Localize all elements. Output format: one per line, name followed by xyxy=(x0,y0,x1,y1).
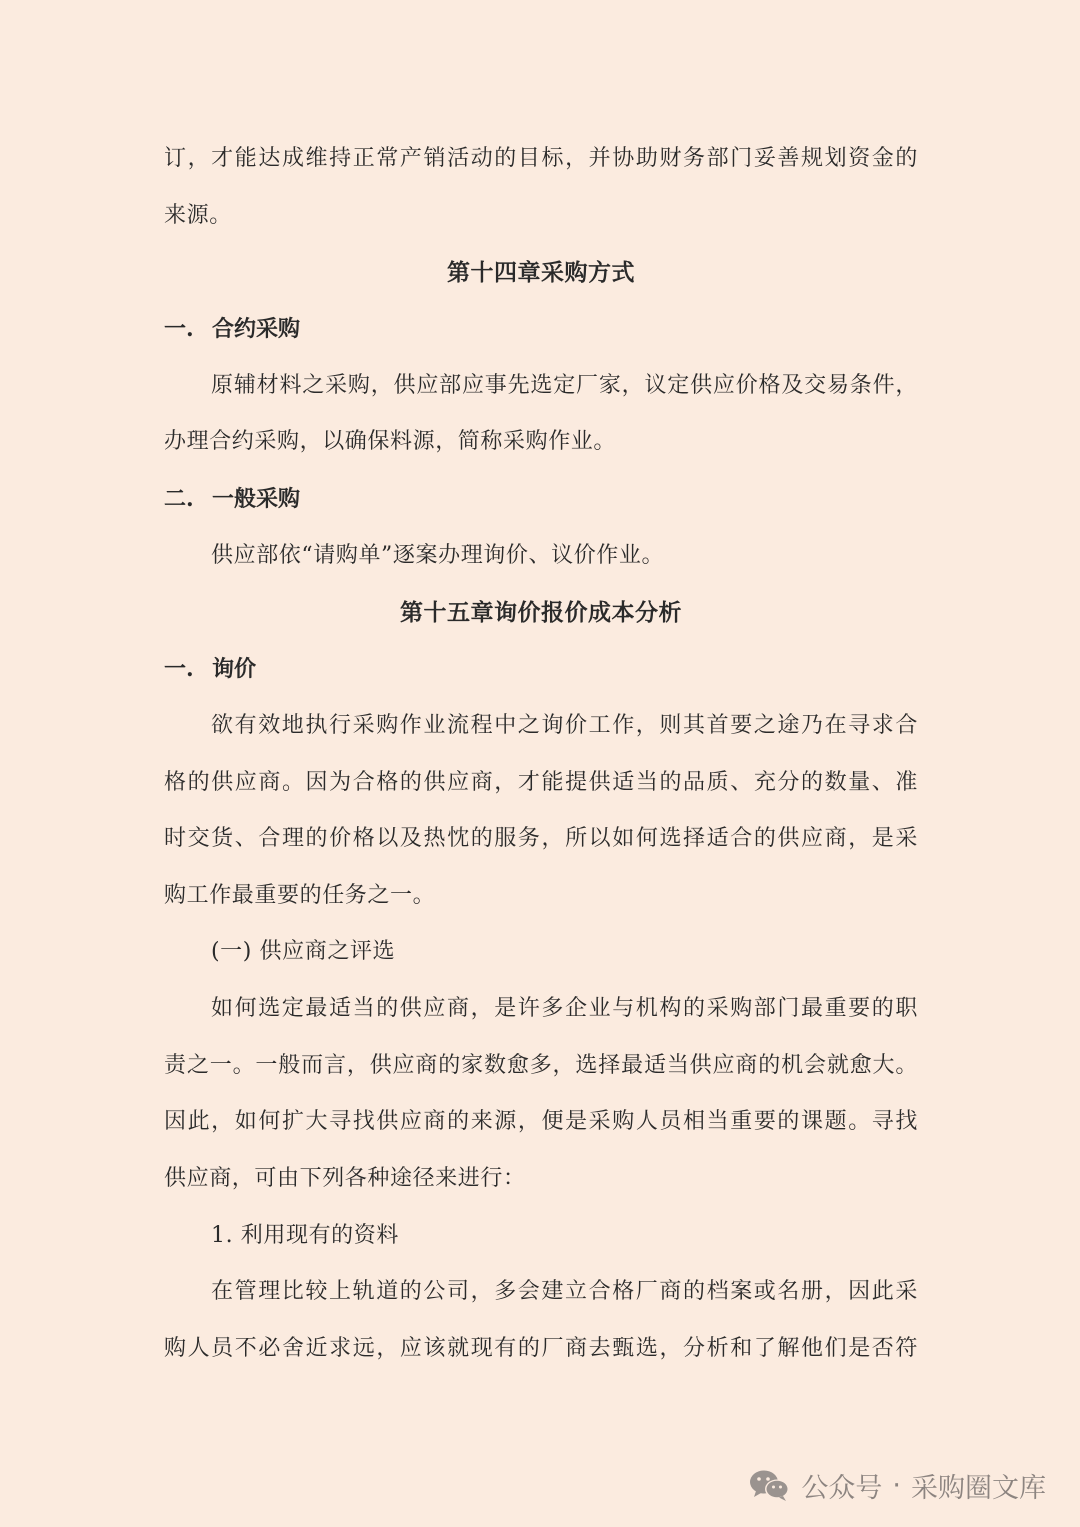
watermark-account: 采购圈文库 xyxy=(911,1472,1046,1504)
section-title: 合约采购 xyxy=(212,316,301,342)
watermark xyxy=(749,1468,1046,1502)
paragraph-line: 时交货、合理的价格以及热忱的服务，所以如何选择适合的供应商，是采 xyxy=(164,826,918,851)
section-number: 一. xyxy=(164,656,194,682)
section-heading xyxy=(164,654,256,684)
list-item: 1. 利用现有的资料 xyxy=(211,1223,399,1248)
list-item: (一) 供应商之评选 xyxy=(211,939,396,964)
paragraph-line: 办理合约采购，以确保料源，简称采购作业。 xyxy=(164,429,617,454)
wechat-icon xyxy=(749,1468,791,1502)
section-heading xyxy=(164,314,300,344)
paragraph-line: 因此，如何扩大寻找供应商的来源，便是采购人员相当重要的课题。寻找 xyxy=(164,1109,918,1134)
section-heading xyxy=(164,484,300,514)
paragraph-line: 如何选定最适当的供应商，是许多企业与机构的采购部门最重要的职 xyxy=(211,996,918,1021)
paragraph-line: 欲有效地执行采购作业流程中之询价工作，则其首要之途乃在寻求合 xyxy=(211,713,918,738)
section-number: 一. xyxy=(164,316,194,342)
section-number: 二. xyxy=(164,486,194,512)
chapter-14-title: 第十四章采购方式 xyxy=(447,259,635,286)
paragraph-line: 责之一。一般而言，供应商的家数愈多，选择最适当供应商的机会就愈大。 xyxy=(164,1053,918,1078)
section-title: 一般采购 xyxy=(212,486,301,512)
paragraph-line: 在管理比较上轨道的公司，多会建立合格厂商的档案或名册，因此采 xyxy=(211,1279,918,1304)
paragraph-line: 供应部依“请购单”逐案办理询价、议价作业。 xyxy=(211,543,665,568)
watermark-platform: 公众号 xyxy=(801,1472,883,1504)
paragraph-line: 供应商，可由下列各种途径来进行： xyxy=(164,1166,526,1191)
paragraph-line: 订，才能达成维持正常产销活动的目标，并协助财务部门妥善规划资金的 xyxy=(164,146,918,171)
paragraph-line: 格的供应商。因为合格的供应商，才能提供适当的品质、充分的数量、准 xyxy=(164,770,918,795)
chapter-15-title: 第十五章询价报价成本分析 xyxy=(400,599,682,626)
watermark-separator: · xyxy=(892,1469,901,1501)
paragraph-line: 原辅材料之采购，供应部应事先选定厂家，议定供应价格及交易条件， xyxy=(211,373,918,398)
paragraph-line: 购人员不必舍近求远，应该就现有的厂商去甄选，分析和了解他们是否符 xyxy=(164,1336,918,1361)
section-title: 询价 xyxy=(212,656,257,682)
paragraph-line: 来源。 xyxy=(164,203,232,228)
paragraph-line: 购工作最重要的任务之一。 xyxy=(164,883,436,908)
